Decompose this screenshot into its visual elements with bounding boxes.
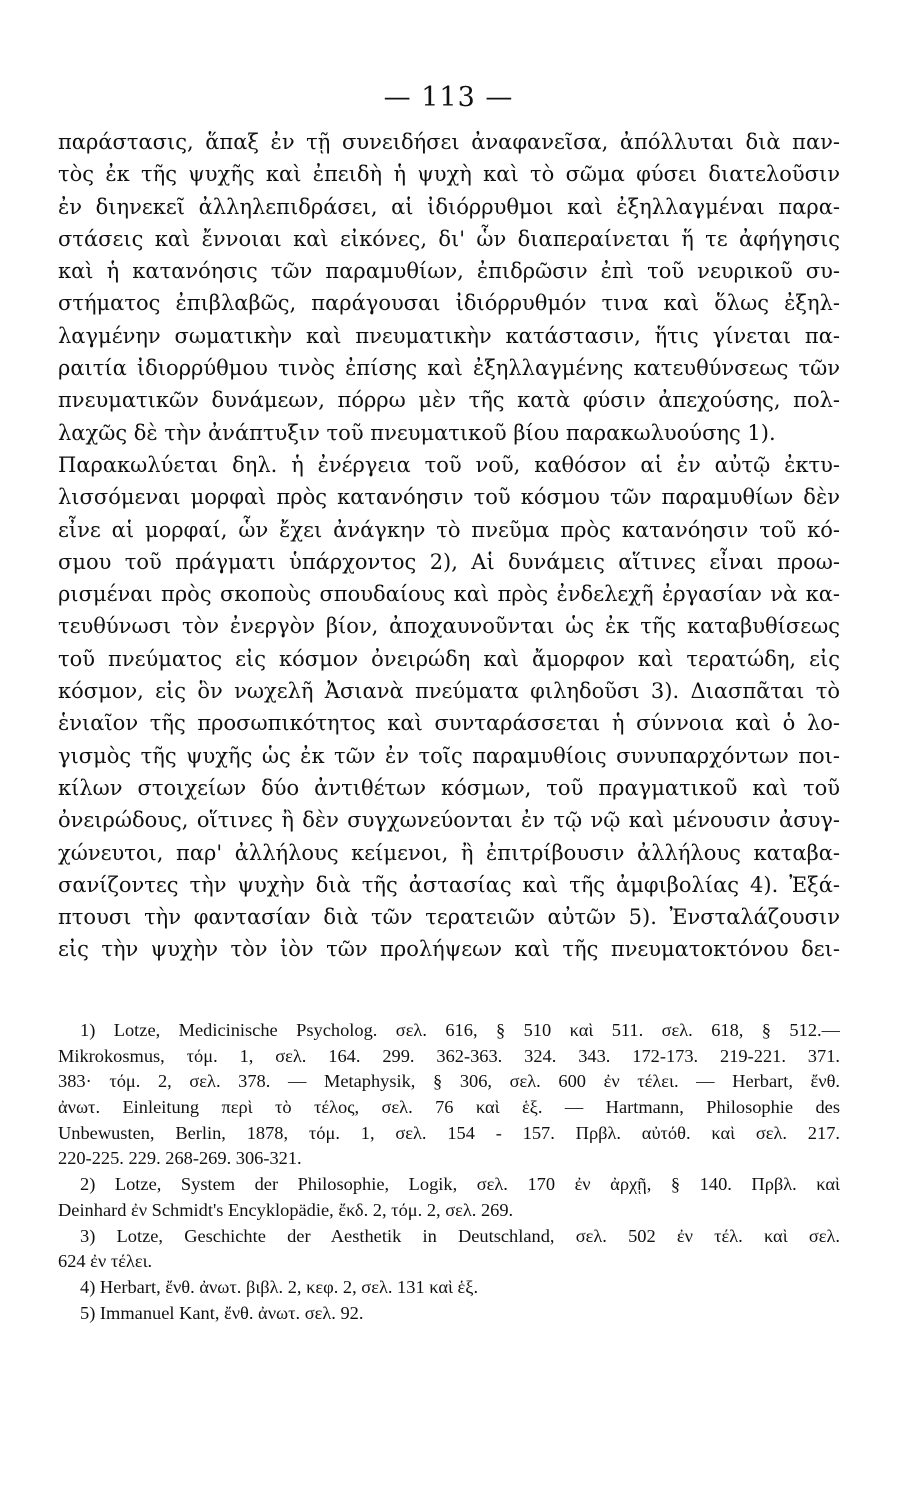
text-line: λαχῶς δὲ τὴν ἀνάπτυξιν τοῦ πνευματικοῦ βίου παρακωλυούσης 1). (58, 420, 776, 445)
main-text (58, 126, 840, 966)
text-line: πτουσι τὴν φαντασίαν διὰ τῶν τερατειῶν αὐτῶν 5). Ἐνσταλάζουσιν (58, 905, 840, 930)
text-line: ἐν διηνεκεῖ ἀλληλεπιδράσει, αἱ ἰδιόρρυθμοι καὶ ἐξηλλαγμέναι παρα- (58, 194, 840, 219)
footnote-3: 3) Lotze, Geschichte der Aesthetik in Deutschland, σελ. 502 ἐν τέλ. καὶ σελ. (80, 1225, 840, 1246)
text-line: γισμὸς τῆς ψυχῆς ὡς ἐκ τῶν ἐν τοῖς παραμυθίοις συνυπαρχόντων ποι- (58, 743, 840, 768)
text-line: στάσεις καὶ ἔννοιαι καὶ εἰκόνες, δι' ὧν διαπεραίνεται ἥ τε ἀφήγησις (58, 226, 840, 251)
text-line: λαγμένην σωματικὴν καὶ πνευματικὴν κατάστασιν, ἥτις γίνεται πα- (58, 323, 840, 348)
text-line: χώνευτοι, παρ' ἀλλήλους κείμενοι, ἢ ἐπιτρίβουσιν ἀλλήλους καταβα- (58, 840, 840, 865)
footnote-line: 383· τόμ. 2, σελ. 378. — Metaphysik, § 306, σελ. 600 ἐν τέλει. — Herbart, ἔνθ. (58, 1071, 840, 1092)
footnote-5: 5) Immanuel Kant, ἔνθ. ἀνωτ. σελ. 92. (80, 1302, 364, 1323)
footnote-line: ἀνωτ. Einleitung περὶ τὸ τέλος, σελ. 76 καὶ ἑξ. — Hartmann, Philosophie des (58, 1097, 840, 1118)
text-line: ὀνειρώδους, οἵτινες ἢ δὲν συγχωνεύονται ἐν τῷ νῷ καὶ μένουσιν ἀσυγ- (58, 808, 840, 833)
text-line: ραιτία ἰδιορρύθμου τινὸς ἐπίσης καὶ ἐξηλλαγμένης κατευθύνσεως τῶν (58, 356, 840, 381)
text-line: καὶ ἡ κατανόησις τῶν παραμυθίων, ἐπιδρῶσιν ἐπὶ τοῦ νευρικοῦ συ- (58, 259, 840, 284)
footnote-line: 624 ἐν τέλει. (58, 1251, 153, 1272)
footnote-2: 2) Lotze, System der Philosophie, Logik, σελ. 170 ἐν ἀρχῇ, § 140. Πρβλ. καὶ (80, 1174, 840, 1195)
page-number: — 113 — (383, 82, 514, 113)
text-line: λισσόμεναι μορφαὶ πρὸς κατανόησιν τοῦ κόσμου τῶν παραμυθίων δὲν (58, 485, 840, 510)
footnote-line: Unbewusten, Berlin, 1878, τόμ. 1, σελ. 154 - 157. Πρβλ. αὐτόθ. καὶ σελ. 217. (58, 1122, 840, 1143)
footnote-1: 1) Lotze, Medicinische Psycholog. σελ. 616, § 510 καὶ 511. σελ. 618, § 512.— (80, 1020, 840, 1040)
text-line: Παρακωλύεται δηλ. ἡ ἐνέργεια τοῦ νοῦ, καθόσον αἱ ἐν αὐτῷ ἐκτυ- (58, 452, 840, 477)
text-line: ρισμέναι πρὸς σκοποὺς σπουδαίους καὶ πρὸς ἐνδελεχῆ ἐργασίαν νὰ κα- (58, 582, 840, 607)
text-line: τοῦ πνεύματος εἰς κόσμον ὀνειρώδη καὶ ἄμορφον καὶ τερατώδη, εἰς (58, 646, 840, 671)
footnote-line: Deinhard ἐν Schmidt's Encyklopädie, ἔκδ. 2, τόμ. 2, σελ. 269. (58, 1199, 514, 1220)
text-line: εἶνε αἱ μορφαί, ὧν ἔχει ἀνάγκην τὸ πνεῦμα πρὸς κατανόησιν τοῦ κό- (58, 517, 840, 542)
text-line: κόσμον, εἰς ὃν νωχελῆ Ἀσιανὰ πνεύματα φιληδοῦσι 3). Διασπᾶται τὸ (58, 679, 840, 704)
text-line: κίλων στοιχείων δύο ἀντιθέτων κόσμων, τοῦ πραγματικοῦ καὶ τοῦ (58, 775, 840, 800)
text-line: σανίζοντες τὴν ψυχὴν διὰ τῆς ἀστασίας καὶ τῆς ἀμφιβολίας 4). Ἐξά- (58, 872, 840, 897)
text-line: πνευματικῶν δυνάμεων, πόρρω μὲν τῆς κατὰ φύσιν ἀπεχούσης, πολ- (58, 388, 840, 413)
text-line: παράστασις, ἅπαξ ἐν τῇ συνειδήσει ἀναφανεῖσα, ἀπόλλυται διὰ παν- (58, 130, 840, 154)
footnotes (58, 1018, 840, 1326)
text-line: ἑνιαῖον τῆς προσωπικότητος καὶ συνταράσσεται ἡ σύννοια καὶ ὁ λο- (58, 711, 840, 736)
footnote-line: Mikrokosmus, τόμ. 1, σελ. 164. 299. 362-363. 324. 343. 172-173. 219-221. 371. (58, 1045, 840, 1066)
text-line: τευθύνωσι τὸν ἐνεργὸν βίον, ἀποχαυνοῦνται ὡς ἐκ τῆς καταβυθίσεως (58, 614, 840, 639)
footnote-line: 220-225. 229. 268-269. 306-321. (58, 1148, 302, 1169)
text-line: στήματος ἐπιβλαβῶς, παράγουσαι ἰδιόρρυθμόν τινα καὶ ὅλως ἐξηλ- (58, 291, 840, 316)
text-line: εἰς τὴν ψυχὴν τὸν ἰὸν τῶν προλήψεων καὶ τῆς πνευματοκτόνου δει- (58, 937, 840, 962)
text-line: τὸς ἐκ τῆς ψυχῆς καὶ ἐπειδὴ ἡ ψυχὴ καὶ τὸ σῶμα φύσει διατελοῦσιν (58, 162, 840, 187)
footnote-4: 4) Herbart, ἔνθ. ἀνωτ. βιβλ. 2, κεφ. 2, σελ. 131 καὶ ἑξ. (80, 1276, 479, 1297)
text-line: σμου τοῦ πράγματι ὑπάρχοντος 2), Αἱ δυνάμεις αἵτινες εἶναι προω- (58, 549, 840, 574)
